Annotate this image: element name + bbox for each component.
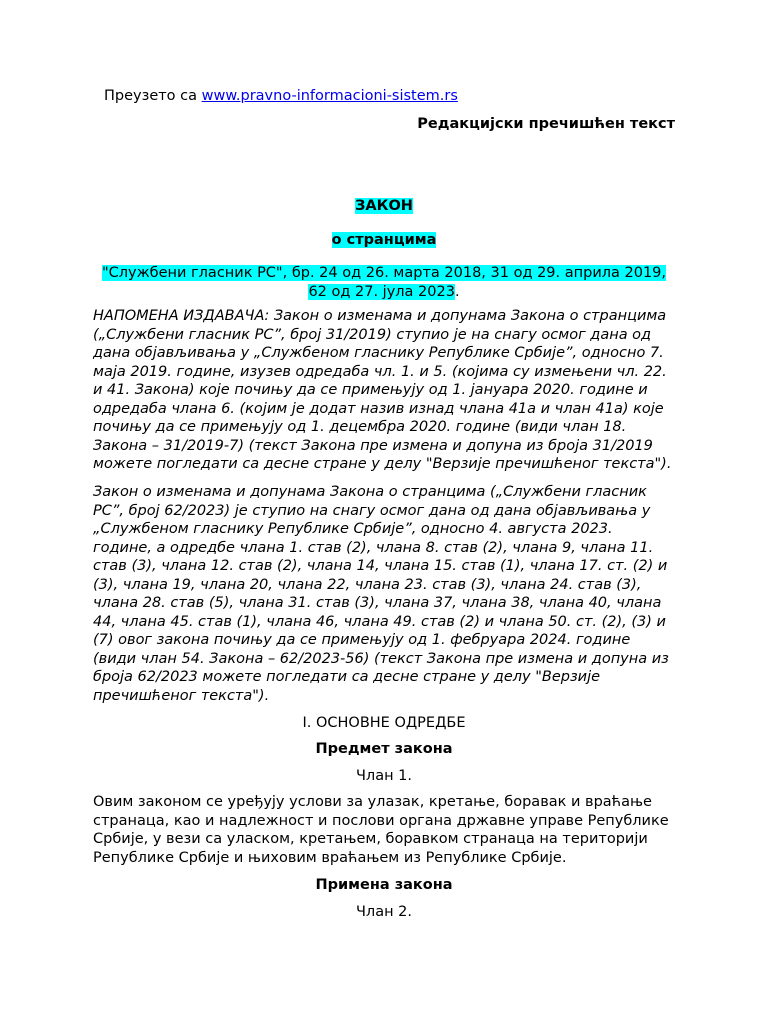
source-prefix: Преузето са: [104, 88, 202, 104]
section-heading-subject: Предмет закона: [315, 741, 453, 757]
law-title-text: ЗАКОН: [355, 198, 413, 214]
gazette-period: .: [454, 283, 460, 300]
source-line: [104, 87, 458, 106]
amendment-note: Закон о изменама и допунама Закона о странцима („Службени гласник РС”, број 62/2023) је ступио на снагу осмог дана од дана објављивања у „Службеном гласнику Републике Србије”, односно 4. августа 2023. године, а одредбе члана 1. став (2), члана 8. став (2), члана 9, члана 11. став (3), члана 12. став (2), члана 14, члана 15. став (1), члана 17. ст. (2) и (3), члана 19, члана 20, члана 22, члана 23. став (3), члана 24. став (3), члана 28. став (5), члана 31. став (3), члана 37, члана 38, члана 40, члана 44, члана 45. став (1), члана 46, члана 49. став (2) и члана 50. ст. (2), (3) и (7) овог закона почињу да се примењују од 1. фебруара 2024. године (види члан 54. Закона – 62/2023-56) (текст Закона пре измена и допуна из броја 62/2023 можете погледати са десне стране у делу "Верзије пречишћеног текста").: [93, 484, 669, 704]
article-2-label: Члан 2.: [355, 904, 413, 920]
gazette-reference: [93, 264, 675, 301]
redaction-label: Редакцијски пречишћен текст: [417, 116, 675, 132]
article-1-text: Овим законом се уређују услови за улазак, кретање, боравак и враћање странаца, као и надлежност и послови органа државне управе Републике Србије, у вези са уласком, кретањем, боравком странаца на територији Републике Србије и њиховим враћањем из Републике Србије.: [93, 794, 669, 866]
article-1-label: Члан 1.: [355, 768, 413, 784]
publisher-note: НАПОМЕНА ИЗДАВАЧА: Закон о изменама и допунама Закона о странцима („Службени гласник РС”, број 31/2019) ступио је на снагу осмог дана од дана објављивања у „Службеном гласнику Републике Србије”, односно 7. маја 2019. године, изузев одредаба чл. 1. и 5. (којима су измењени чл. 22. и 41. Закона) које почињу да се примењују од 1. јануара 2020. године и одредаба члана 6. (којим је додат назив изнад члана 41а и члан 41а) које почињу да се примењују од 1. децембра 2020. године (види члан 18. Закона – 31/2019-7) (текст Закона пре измена и допуна из броја 31/2019 можете погледати са десне стране у делу "Верзије пречишћеног текста").: [93, 308, 672, 472]
law-title: [93, 197, 675, 216]
gazette-reference-text: "Службени гласник РС", бр. 24 од 26. марта 2018, 31 од 29. априла 2019, 62 од 27. јула 2023: [101, 265, 667, 300]
law-subtitle: [93, 231, 675, 250]
chapter-heading: I. ОСНОВНЕ ОДРЕДБЕ: [302, 715, 466, 731]
source-link[interactable]: www.pravno-informacioni-sistem.rs: [201, 88, 458, 104]
section-heading-application: Примена закона: [315, 877, 453, 893]
law-subtitle-text: о странцима: [331, 232, 437, 248]
